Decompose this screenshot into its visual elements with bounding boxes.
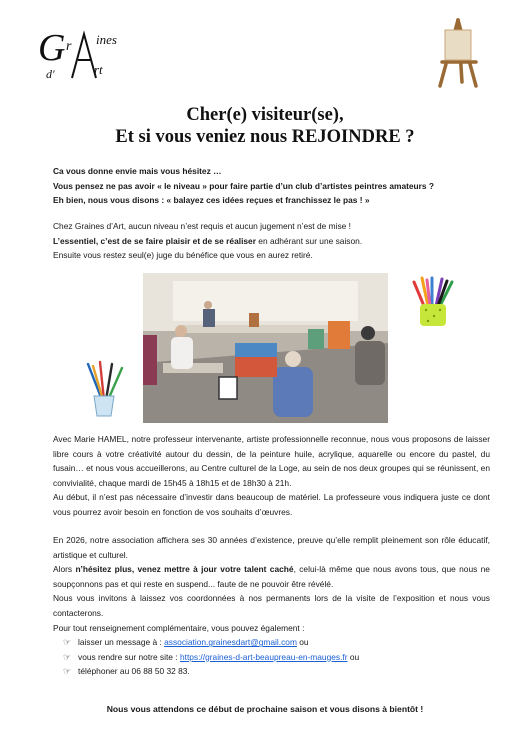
- closing-text: Nous vous attendons ce début de prochaine saison et vous disons à bientôt !: [106, 704, 424, 714]
- contact-phone-item: [63, 664, 490, 679]
- workshop-photo: [143, 273, 388, 423]
- paragraph-association: [53, 533, 490, 679]
- email-suffix: ou: [296, 637, 309, 648]
- welcome-line-2: [53, 234, 362, 249]
- svg-text:d': d': [46, 67, 55, 81]
- welcome-line-2-rest: en adhérant sur une saison.: [255, 235, 363, 246]
- talent-text-bold: n’hésitez plus, venez mettre à jour votre talent caché: [75, 564, 294, 575]
- welcome-line-1: Chez Graines d’Art, aucun niveau n’est requis et aucun jugement n’est de mise !: [53, 221, 351, 231]
- svg-text:G: G: [38, 27, 66, 69]
- teacher-text: Avec Marie HAMEL, notre professeur intervenante, artiste professionnelle reconnue, nous vous proposons de laisser libre cours à votre créativité autour du dessin, de la peinture huile, acrylique, aquarelle ou encore du pastel, du fusain… et nous vous accueillerons, au Centre culturel de la Loge, au sein de nos deux groupes qui se réunissent, en convivialité, chaque mardi de 15h45 à 18h15 et de 18h30 à 21h.: [53, 434, 490, 488]
- paragraph-teacher: [53, 432, 490, 520]
- talent-text-start: Alors: [53, 564, 76, 575]
- invitation-text: Nous vous invitons à laissez vos coordonnées à nos permanents lors de la visite de l’exposition et nous vous contacterons.: [53, 593, 490, 618]
- equipment-text: Au début, il n’est pas nécessaire d’investir dans beaucoup de matériel. La professeure vous indiquera juste ce dont vous pourrez avoir besoin en fonction de vos souhaits d’œuvres.: [53, 492, 490, 517]
- site-line: [78, 650, 359, 665]
- paint-brushes-icon: [82, 360, 126, 420]
- contact-site-item: [63, 650, 490, 665]
- site-prefix: vous rendre sur notre site :: [78, 651, 180, 662]
- contact-intro-text: Pour tout renseignement complémentaire, vous pouvez également :: [53, 622, 305, 633]
- title-line-1: Cher(e) visiteur(se),: [186, 105, 344, 125]
- intro-line-2: Vous pensez ne pas avoir « le niveau » pour faire partie d’un club d’artistes peintres amateurs ?: [53, 180, 435, 191]
- talent-text-rest: , celui-là même que nous avons tous, que nous ne soupçonnons pas et qui reste en suspend... faute de ne pouvoir être révélé.: [53, 564, 490, 589]
- pointing-hand-icon: ☞: [63, 637, 72, 648]
- talent-text: [53, 562, 490, 591]
- email-link[interactable]: association.grainesdart@gmail.com: [164, 637, 297, 648]
- graines-dart-logo: [36, 20, 136, 82]
- contact-email-item: [63, 635, 490, 650]
- svg-text:rt: rt: [94, 62, 103, 77]
- intro-block: [53, 164, 434, 208]
- intro-line-3: Eh bien, nous vous disons : « balayez ces idées reçues et franchissez le pas ! »: [53, 195, 370, 206]
- svg-text:ines: ines: [96, 32, 117, 47]
- svg-text:r: r: [66, 39, 72, 54]
- pointing-hand-icon: ☞: [63, 651, 72, 662]
- anniversary-text: En 2026, notre association affichera ses 30 années d’existence, preuve qu’elle remplit pleinement son rôle éducatif, artistique et culturel.: [53, 535, 490, 560]
- intro-line-1: Ca vous donne envie mais vous hésitez …: [53, 166, 222, 176]
- paragraph-welcome: [53, 219, 362, 263]
- pointing-hand-icon: ☞: [63, 666, 72, 677]
- website-link[interactable]: https://graines-d-art-beaupreau-en-mauges.fr: [179, 651, 348, 662]
- colored-pencils-icon: [410, 276, 458, 328]
- welcome-line-2-bold: L’essentiel, c’est de se faire plaisir et de se réaliser: [53, 235, 256, 246]
- easel-icon: [432, 16, 484, 90]
- site-suffix: ou: [347, 651, 360, 662]
- page-title: [40, 104, 490, 148]
- email-prefix: laisser un message à :: [78, 637, 165, 648]
- title-line-2: Et si vous veniez nous REJOINDRE ?: [115, 127, 415, 147]
- email-line: [78, 635, 309, 650]
- phone-line: téléphoner au 06 88 50 32 83.: [78, 666, 190, 677]
- welcome-line-3: Ensuite vous restez seul(e) juge du bénéfice que vous en aurez retiré.: [53, 250, 313, 261]
